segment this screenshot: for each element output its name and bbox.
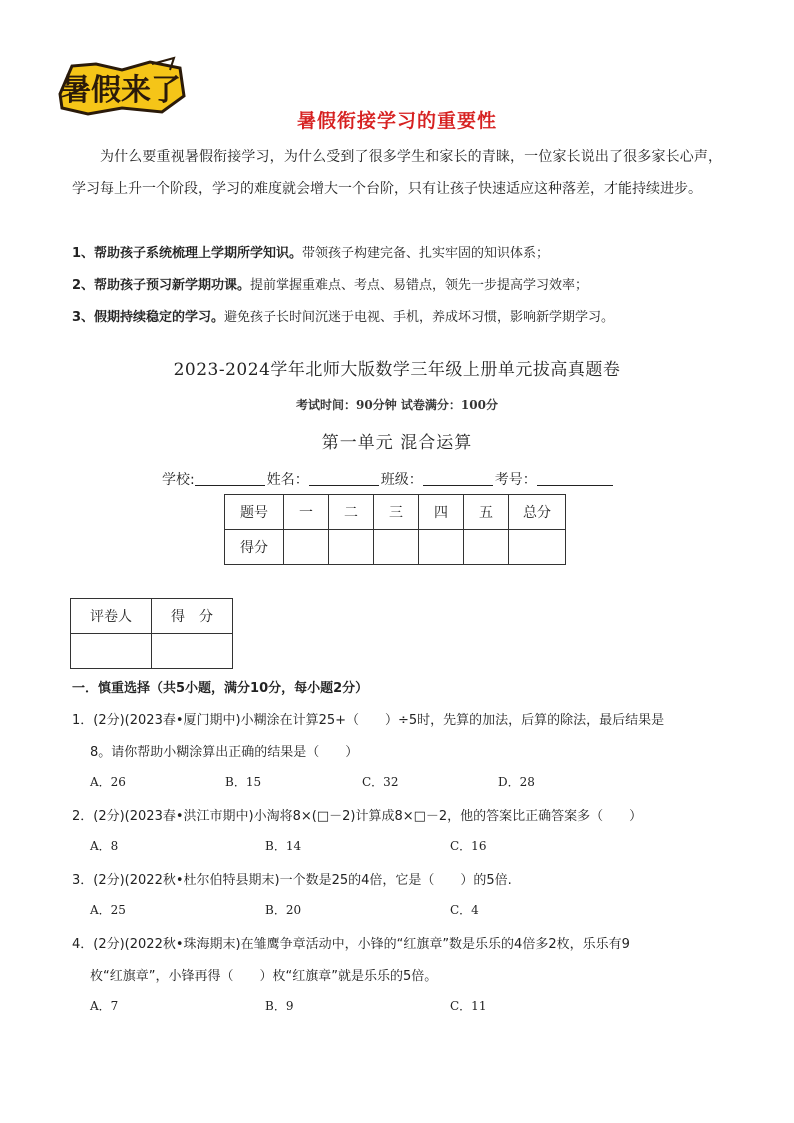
- promo-point-1: [72, 242, 732, 261]
- question-4-line-2: 枚“红旗章”，小锋再得（ ）枚“红旗章”就是乐乐的5倍。: [90, 969, 438, 984]
- promo-intro: 为什么要重视暑假衔接学习，为什么受到了很多学生和家长的青睐，一位家长说出了很多家长心声，学习每上升一个阶段，学习的难度就会增大一个台阶，只有让孩子快速适应这种落差，才能持续进步。: [72, 149, 722, 197]
- school-label: 学校:: [162, 472, 195, 488]
- score-cell[interactable]: [284, 530, 329, 565]
- student-info-row: [162, 469, 615, 489]
- class-label: 班级：: [380, 472, 423, 488]
- name-field[interactable]: [309, 471, 379, 486]
- question-4-line-1: 4．(2分)(2022秋•珠海期末)在雏鹰争章活动中，小锋的“红旗章”数是乐乐的4倍多2枚，乐乐有9: [72, 937, 630, 952]
- promo-point-2-bold: 2、帮助孩子预习新学期功课。: [72, 278, 251, 293]
- question-3-option-b[interactable]: B．20: [265, 903, 302, 917]
- question-2-option-a[interactable]: A．8: [90, 839, 119, 853]
- promo-point-3-bold: 3、假期持续稳定的学习。: [72, 310, 225, 325]
- name-label: 姓名：: [266, 472, 309, 488]
- promo-point-1-bold: 1、帮助孩子系统梳理上学期所学知识。: [72, 246, 303, 261]
- score-row-label: 得分: [225, 530, 284, 565]
- grader-score-cell[interactable]: [152, 634, 233, 669]
- number-label: 考号：: [494, 472, 537, 488]
- promo-point-2-text: 提前掌握重难点、考点、易错点，领先一步提高学习效率；: [250, 278, 589, 293]
- question-2-line-1: 2．(2分)(2023春•洪江市期中)小淘将8×(□－2)计算成8×□－2，他的答案比正确答案多（ ）: [72, 809, 643, 824]
- question-4-option-a[interactable]: A．7: [90, 999, 119, 1013]
- score-header-cell: 二: [329, 495, 374, 530]
- score-table: [224, 494, 566, 565]
- grader-table: [70, 598, 233, 669]
- question-2-option-c[interactable]: C．16: [450, 839, 487, 853]
- logo-text: 暑假来了: [61, 73, 181, 108]
- question-3-option-c[interactable]: C．4: [450, 903, 479, 917]
- promo-point-2: [72, 274, 732, 293]
- score-cell[interactable]: [464, 530, 509, 565]
- reviewer-label: 评卷人: [71, 599, 152, 634]
- exam-title: 2023-2024学年北师大版数学三年级上册单元拔高真题卷: [173, 360, 621, 380]
- question-1-option-a[interactable]: A．26: [90, 775, 126, 789]
- question-1-line-2: 8。请你帮助小糊涂算出正确的结果是（ ）: [90, 745, 359, 760]
- question-1-line-1: 1．(2分)(2023春•厦门期中)小糊涂在计算25+（ ）÷5时，先算的加法，后算的除法，最后结果是: [72, 713, 665, 728]
- question-2-option-b[interactable]: B．14: [265, 839, 302, 853]
- grader-header-row: [71, 599, 233, 634]
- score-table-header-row: [225, 495, 566, 530]
- question-4-option-c[interactable]: C．11: [450, 999, 487, 1013]
- promo-title: 暑假衔接学习的重要性: [296, 110, 497, 132]
- exam-meta: 考试时间：90分钟 试卷满分：100分: [296, 398, 498, 412]
- score-cell[interactable]: [329, 530, 374, 565]
- unit-title: 第一单元 混合运算: [321, 433, 473, 453]
- question-1-option-d[interactable]: D．28: [498, 775, 535, 789]
- class-field[interactable]: [423, 471, 493, 486]
- question-3-line-1: 3．(2分)(2022秋•杜尔伯特县期末)一个数是25的4倍，它是（ ）的5倍.: [72, 873, 512, 888]
- question-4-option-b[interactable]: B．9: [265, 999, 294, 1013]
- score-header-cell: 总分: [509, 495, 566, 530]
- score-header-cell: 四: [419, 495, 464, 530]
- score-cell[interactable]: [419, 530, 464, 565]
- score-header-cell: 题号: [225, 495, 284, 530]
- promo-point-1-text: 带领孩子构建完备、扎实牢固的知识体系；: [302, 246, 550, 261]
- number-field[interactable]: [537, 471, 613, 486]
- question-1-option-b[interactable]: B．15: [225, 775, 262, 789]
- question-1-option-c[interactable]: C．32: [362, 775, 399, 789]
- school-field[interactable]: [195, 471, 265, 486]
- score-header-cell: 一: [284, 495, 329, 530]
- score-table-score-row: [225, 530, 566, 565]
- score-header-cell: 三: [374, 495, 419, 530]
- question-3-option-a[interactable]: A．25: [90, 903, 126, 917]
- grader-score-label: 得 分: [152, 599, 233, 634]
- score-cell[interactable]: [509, 530, 566, 565]
- grader-input-row: [71, 634, 233, 669]
- score-cell[interactable]: [374, 530, 419, 565]
- promo-point-3: [72, 306, 732, 325]
- reviewer-cell[interactable]: [71, 634, 152, 669]
- score-header-cell: 五: [464, 495, 509, 530]
- promo-point-3-text: 避免孩子长时间沉迷于电视、手机，养成坏习惯，影响新学期学习。: [224, 310, 615, 325]
- section-1-title: 一．慎重选择（共5小题，满分10分，每小题2分）: [72, 681, 369, 696]
